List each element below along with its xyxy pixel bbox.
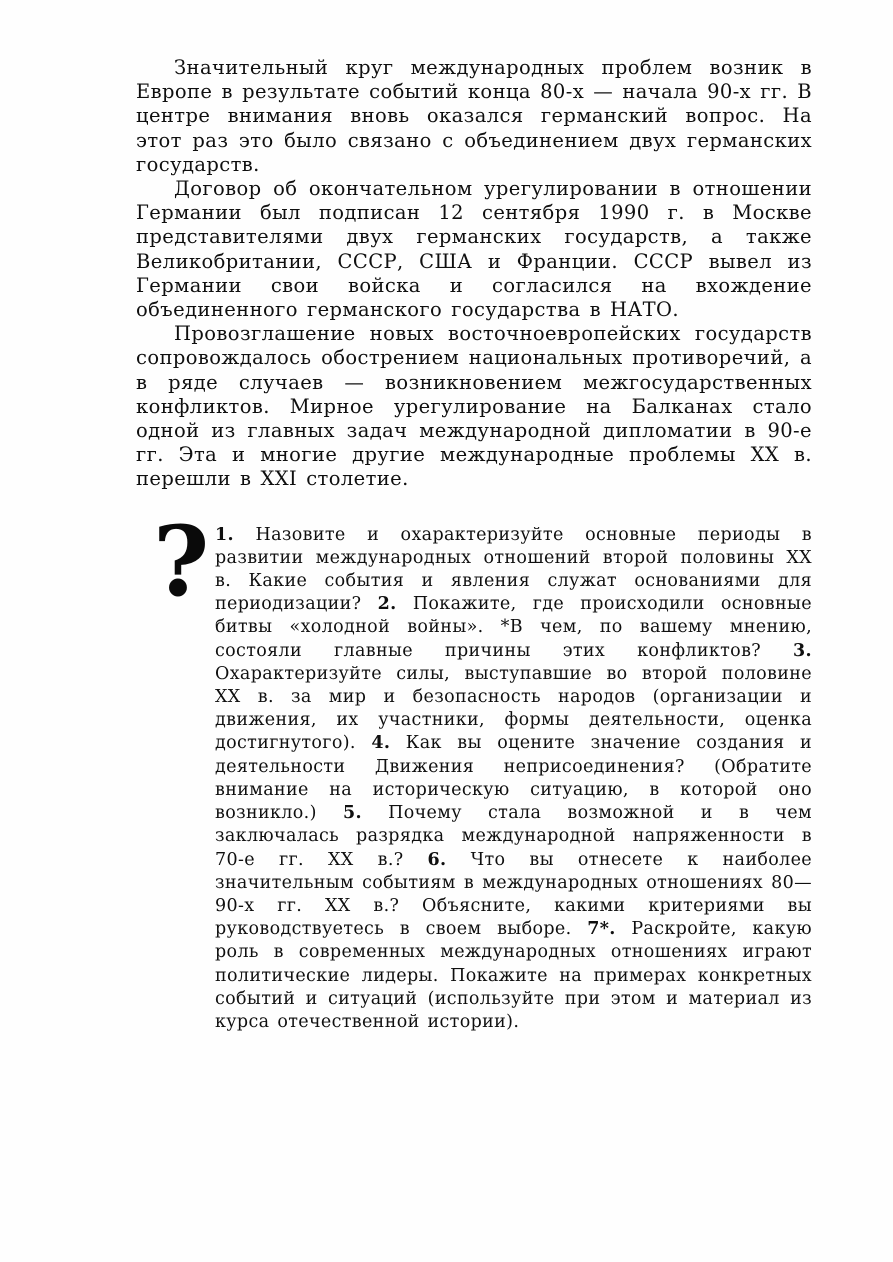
question-text: Охарактеризуйте силы, выступавшие во второй половине XX в. за мир и безопасность народов (организации и движения, их участники, формы деятельности, оценка достигнутого).	[215, 663, 812, 754]
paragraph: Договор об окончательном урегулировании в отношении Германии был подписан 12 сентября 1990 г. в Москве представителями двух германских государств, а также Великобритании, СССР, США и Франции. СССР вывел из Германии свои войска и согласился на вхождение объединенного германского государства в НАТО.	[136, 177, 812, 322]
paragraph: Провозглашение новых восточноевропейских государств сопровождалось обострением национальных противоречий, а в ряде случаев — возникновением межгосударственных конфликтов. Мирное урегулирование на Балканах стало одной из главных задач международной дипломатии в 90-е гг. Эта и многие другие международные проблемы XX в. перешли в XXI столетие.	[136, 322, 812, 491]
question-text: Покажите, где происходили основные битвы «холодной войны». *В чем, по вашему мнению, состояли главные причины этих конфликтов?	[215, 594, 812, 661]
question-number: 3.	[793, 640, 812, 661]
question-number: 2.	[377, 594, 397, 615]
question-number: 1.	[215, 524, 234, 545]
question-text: Что вы отнесете к наиболее значительным событиям в международных отношениях 80—90-х гг. XX в.? Объясните, какими критериями вы руководствуетесь в своем выборе.	[215, 849, 812, 940]
question-number: 5.	[342, 803, 362, 824]
body-text-block	[136, 56, 812, 492]
question-mark-icon: ?	[153, 504, 210, 618]
question-text: Почему стала возможной и в чем заключалась разрядка международной напряженности в 70-е гг. XX в.?	[215, 803, 812, 870]
questions-text	[215, 524, 812, 1034]
question-text: Как вы оцените значение создания и деятельности Движения неприсоединения? (Обратите внимание на историческую ситуацию, в которой оно возникло.)	[215, 733, 812, 824]
question-text: Раскройте, какую роль в современных международных отношениях играют политические лидеры. Покажите на примерах конкретных событий и ситуаций (используйте при этом и материал из курса отечественной истории).	[215, 919, 812, 1032]
question-number: 4.	[371, 733, 391, 754]
questions-block	[153, 504, 812, 1034]
question-text: Назовите и охарактеризуйте основные периоды в развитии международных отношений второй половины XX в. Какие события и явления служат основаниями для периодизации?	[215, 524, 812, 615]
paragraph: Значительный круг международных проблем возник в Европе в результате событий конца 80-х — начала 90-х гг. В центре внимания вновь оказался германский вопрос. На этот раз это было связано с объединением двух германских государств.	[136, 56, 812, 176]
question-number: 6.	[427, 849, 447, 870]
question-number: 7*.	[587, 919, 616, 940]
